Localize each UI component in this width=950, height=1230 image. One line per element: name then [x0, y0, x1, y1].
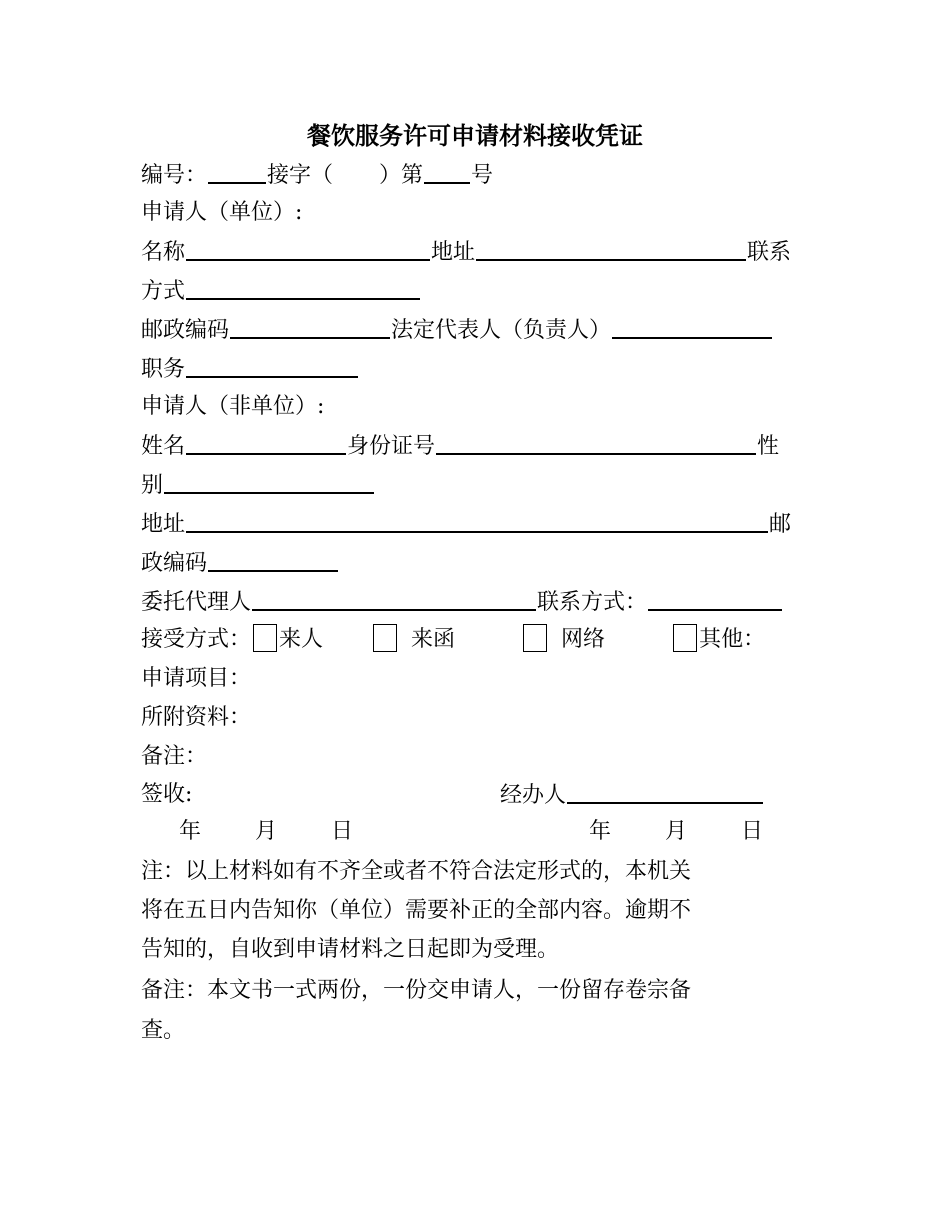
serial-hao-label: 号: [471, 163, 494, 188]
handler-date: [589, 815, 763, 849]
checkbox-other[interactable]: [673, 624, 697, 652]
handler-day: 日: [741, 819, 764, 844]
attachments-line: 所附资料：: [141, 705, 252, 730]
individual-postcode-field[interactable]: [208, 546, 338, 572]
gender-label: 性: [757, 434, 780, 459]
project-line: 申请项目：: [141, 666, 252, 691]
document-title: 餐饮服务许可申请材料接收凭证: [307, 121, 643, 150]
note1-line2: 将在五日内告知你（单位）需要补正的全部内容。逾期不: [141, 898, 692, 923]
accept-char-label: 接字（: [267, 163, 334, 188]
unit-postcode-field[interactable]: [230, 313, 390, 339]
individual-postcode-label: 邮: [769, 512, 792, 537]
individual-postcode-label-2: 政编码: [141, 551, 208, 576]
remark-line: 备注：: [141, 744, 208, 769]
note2-line1: 备注：本文书一式两份，一份交申请人，一份留存卷宗备: [141, 978, 692, 1003]
receive-day: 日: [331, 819, 354, 844]
receive-date: [179, 815, 353, 849]
gender-field[interactable]: [164, 468, 374, 494]
handler-label: 经办人: [500, 783, 567, 808]
receive-year: 年: [179, 819, 202, 844]
serial-no-field[interactable]: [424, 158, 470, 184]
receive-method-line: [141, 623, 765, 657]
receive-month: 月: [255, 819, 278, 844]
serial-line: [141, 158, 493, 192]
serial-number-field[interactable]: [208, 158, 266, 184]
option-other: 其他：: [699, 627, 766, 652]
unit-address-field[interactable]: [476, 235, 746, 261]
individual-postcode-line: [141, 546, 339, 580]
id-number-field[interactable]: [436, 429, 756, 455]
unit-contact-line: [141, 274, 421, 308]
note1-line1: 注：以上材料如有不齐全或者不符合法定形式的，本机关: [141, 859, 692, 884]
agent-line: [141, 585, 783, 619]
handler-field[interactable]: [567, 778, 763, 804]
id-number-label: 身份证号: [347, 434, 436, 459]
note2-line2: 查。: [141, 1018, 186, 1043]
individual-name-line: [141, 429, 779, 463]
agent-field[interactable]: [252, 585, 536, 611]
unit-contact-label: 联系: [747, 240, 792, 265]
receive-method-label: 接受方式：: [141, 627, 252, 652]
agent-label: 委托代理人: [141, 590, 252, 615]
unit-heading: 申请人（单位）:: [141, 200, 303, 225]
unit-postcode-line: [141, 313, 773, 347]
unit-name-label: 名称: [141, 240, 186, 265]
legal-rep-field[interactable]: [612, 313, 772, 339]
position-field[interactable]: [186, 352, 358, 378]
unit-name-field[interactable]: [186, 235, 430, 261]
sign-receive-label: 签收:: [141, 782, 193, 807]
checkbox-by-letter[interactable]: [373, 624, 397, 652]
individual-address-field[interactable]: [186, 507, 768, 533]
handler-month: 月: [665, 819, 688, 844]
individual-name-field[interactable]: [186, 429, 346, 455]
agent-contact-field[interactable]: [648, 585, 782, 611]
unit-name-line: [141, 235, 791, 269]
individual-address-label: 地址: [141, 512, 186, 537]
unit-contact-label-2: 方式: [141, 279, 186, 304]
gender-label-2: 别: [141, 473, 164, 498]
option-by-letter: 来函: [411, 627, 456, 652]
individual-address-line: [141, 507, 791, 541]
serial-label: 编号：: [141, 163, 208, 188]
unit-address-label: 地址: [431, 240, 476, 265]
position-label: 职务: [141, 357, 186, 382]
checkbox-online[interactable]: [523, 624, 547, 652]
serial-close-label: ）第: [379, 163, 424, 188]
note1-line3: 告知的，自收到申请材料之日起即为受理。: [141, 937, 560, 962]
legal-rep-label: 法定代表人（负责人）: [391, 318, 612, 343]
handler-year: 年: [589, 819, 612, 844]
individual-heading: 申请人（非单位）:: [141, 394, 325, 419]
handler-line: [500, 778, 764, 812]
agent-contact-label: 联系方式：: [537, 590, 648, 615]
individual-name-label: 姓名: [141, 434, 186, 459]
option-online: 网络: [561, 627, 606, 652]
unit-position-line: [141, 352, 359, 386]
unit-contact-field[interactable]: [186, 274, 420, 300]
option-in-person: 来人: [279, 627, 324, 652]
gender-line: [141, 468, 375, 502]
unit-postcode-label: 邮政编码: [141, 318, 230, 343]
checkbox-in-person[interactable]: [253, 624, 277, 652]
